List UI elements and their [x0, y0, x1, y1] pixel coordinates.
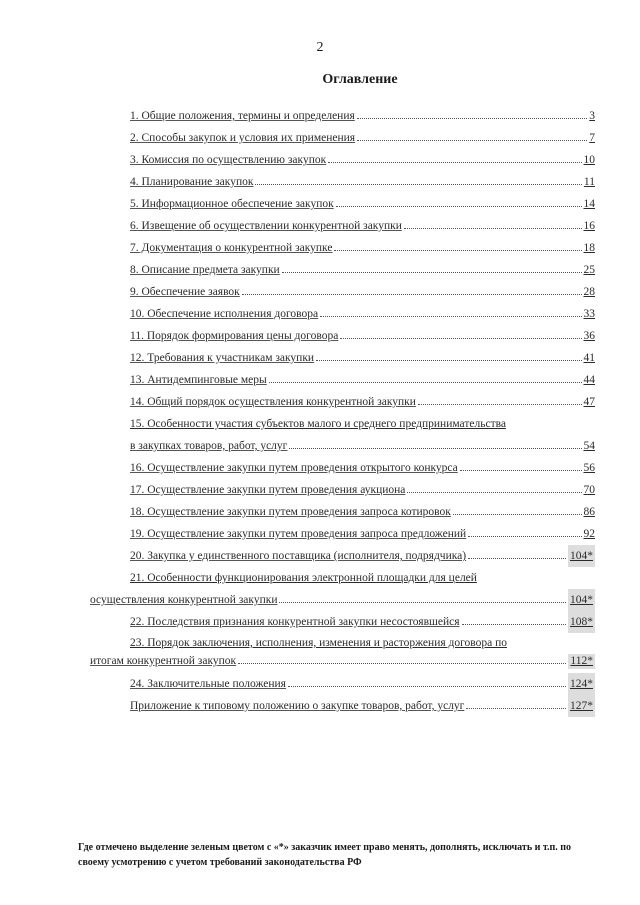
toc-item-title: 19. Осуществление закупки путем проведения запроса предложений: [130, 528, 467, 540]
toc-item-page: 33: [583, 308, 595, 320]
toc-item-title-line2: осуществления конкурентной закупки: [90, 594, 278, 606]
toc-item[interactable]: [130, 479, 595, 501]
toc-item-15[interactable]: [130, 413, 595, 457]
toc-item-title-line2: итогам конкурентной закупок: [90, 655, 237, 667]
toc-item[interactable]: [130, 303, 595, 325]
toc-item[interactable]: [130, 347, 595, 369]
table-of-contents: [90, 105, 595, 717]
toc-item-page: 56: [583, 462, 595, 474]
toc-item-page: 92: [583, 528, 595, 540]
toc-item[interactable]: [130, 695, 595, 717]
toc-item-page: 70: [583, 484, 595, 496]
toc-item-page: 127*: [568, 695, 595, 717]
toc-item-title: 6. Извещение об осуществлении конкурентной закупки: [130, 220, 402, 232]
toc-item-page: 25: [583, 264, 595, 276]
toc-leader-dots: [468, 524, 581, 537]
toc-item-title: 17. Осуществление закупки путем проведения аукциона: [130, 484, 406, 496]
toc-item[interactable]: [130, 237, 595, 259]
toc-leader-dots: [279, 590, 566, 603]
toc-item-page: 7: [589, 132, 595, 144]
toc-item-title: 8. Описание предмета закупки: [130, 264, 280, 276]
toc-item-title: 9. Обеспечение заявок: [130, 286, 240, 298]
toc-item-page: 3: [589, 110, 595, 122]
toc-leader-dots: [336, 194, 582, 207]
toc-leader-dots: [334, 238, 581, 251]
toc-leader-dots: [357, 128, 587, 141]
toc-item-title: 2. Способы закупок и условия их применения: [130, 132, 356, 144]
toc-leader-dots: [320, 304, 581, 317]
toc-item-page: 18: [583, 242, 595, 254]
toc-item-page: 108*: [568, 611, 595, 633]
toc-item-title: 1. Общие положения, термины и определения: [130, 110, 355, 122]
toc-leader-dots: [255, 172, 581, 185]
toc-leader-dots: [288, 674, 566, 687]
toc-leader-dots: [316, 348, 581, 361]
toc-item-title: 22. Последствия признания конкурентной закупки несостоявшейся: [130, 616, 460, 628]
toc-item[interactable]: [130, 193, 595, 215]
toc-leader-dots: [328, 150, 581, 163]
toc-leader-dots: [468, 546, 566, 559]
toc-item-page: 86: [583, 506, 595, 518]
toc-item-page: 124*: [568, 673, 595, 695]
toc-leader-dots: [289, 436, 581, 449]
toc-item-title: 18. Осуществление закупки путем проведения запроса котировок: [130, 506, 451, 518]
toc-item-23[interactable]: [90, 636, 595, 669]
footnote: Где отмечено выделение зеленым цветом с «*» заказчик имеет право менять, дополнять, исключать и т.п. по своему усмотрению с учетом требований законодательства РФ: [78, 842, 572, 868]
toc-item[interactable]: [130, 501, 595, 523]
toc-item-title: Приложение к типовому положению о закупке товаров, работ, услуг: [130, 700, 465, 712]
toc-item-title-line1: 23. Порядок заключения, исполнения, изменения и расторжения договора по: [130, 637, 508, 649]
toc-item-page: 104*: [568, 545, 595, 567]
page-title: Оглавление: [322, 72, 398, 87]
toc-leader-dots: [466, 696, 566, 709]
toc-leader-dots: [242, 282, 582, 295]
toc-item[interactable]: [130, 259, 595, 281]
toc-item[interactable]: [130, 325, 595, 347]
toc-item[interactable]: [130, 391, 595, 413]
toc-item-title-line1: 15. Особенности участия субъектов малого и среднего предпринимательства: [130, 418, 506, 430]
toc-item-title: 24. Заключительные положения: [130, 678, 286, 690]
toc-leader-dots: [453, 502, 582, 515]
toc-item-title-line2: в закупках товаров, работ, услуг: [130, 440, 288, 452]
toc-item[interactable]: [130, 149, 595, 171]
toc-item[interactable]: [130, 171, 595, 193]
toc-item-page: 41: [583, 352, 595, 364]
toc-leader-dots: [340, 326, 581, 339]
toc-item[interactable]: [130, 673, 595, 695]
toc-leader-dots: [407, 480, 581, 493]
toc-item-title: 16. Осуществление закупки путем проведения открытого конкурса: [130, 462, 458, 474]
toc-item[interactable]: [130, 369, 595, 391]
toc-item-page: 47: [583, 396, 595, 408]
toc-item-title: 10. Обеспечение исполнения договора: [130, 308, 319, 320]
toc-item-title: 13. Антидемпинговые меры: [130, 374, 267, 386]
toc-item-title: 11. Порядок формирования цены договора: [130, 330, 339, 342]
toc-item[interactable]: [130, 457, 595, 479]
toc-item-page: 104*: [568, 589, 595, 611]
toc-leader-dots: [460, 458, 582, 471]
toc-leader-dots: [269, 370, 582, 383]
toc-item[interactable]: [130, 281, 595, 303]
toc-item[interactable]: [130, 545, 595, 567]
toc-item-title: 5. Информационное обеспечение закупок: [130, 198, 334, 210]
toc-item-21[interactable]: [90, 567, 595, 611]
toc-leader-dots: [418, 392, 582, 405]
toc-item-title-line1: 21. Особенности функционирования электронной площадки для целей: [130, 572, 477, 584]
toc-item-page: 10: [583, 154, 595, 166]
toc-leader-dots: [238, 651, 566, 664]
toc-item-title: 14. Общий порядок осуществления конкурентной закупки: [130, 396, 416, 408]
toc-item-page: 14: [583, 198, 595, 210]
toc-item-title: 7. Документация о конкурентной закупке: [130, 242, 333, 254]
toc-item-22[interactable]: [130, 611, 595, 633]
toc-item-page: 28: [583, 286, 595, 298]
toc-item[interactable]: [130, 215, 595, 237]
toc-item[interactable]: [130, 105, 595, 127]
toc-item-page: 16: [583, 220, 595, 232]
toc-leader-dots: [357, 106, 587, 119]
toc-leader-dots: [404, 216, 582, 229]
toc-item-title: 4. Планирование закупок: [130, 176, 254, 188]
page-number: 2: [316, 40, 324, 55]
toc-item[interactable]: [130, 127, 595, 149]
toc-item-page: 54: [583, 440, 595, 452]
toc-item-title: 3. Комиссия по осуществлению закупок: [130, 154, 327, 166]
toc-item-page: 112*: [570, 655, 593, 667]
toc-item-page: 36: [583, 330, 595, 342]
toc-item[interactable]: [130, 523, 595, 545]
toc-item-page: 44: [583, 374, 595, 386]
toc-item-title: 20. Закупка у единственного поставщика (исполнителя, подрядчика): [130, 550, 467, 562]
toc-item-page: 11: [583, 176, 595, 188]
toc-leader-dots: [462, 612, 566, 625]
toc-leader-dots: [282, 260, 582, 273]
toc-item-title: 12. Требования к участникам закупки: [130, 352, 315, 364]
